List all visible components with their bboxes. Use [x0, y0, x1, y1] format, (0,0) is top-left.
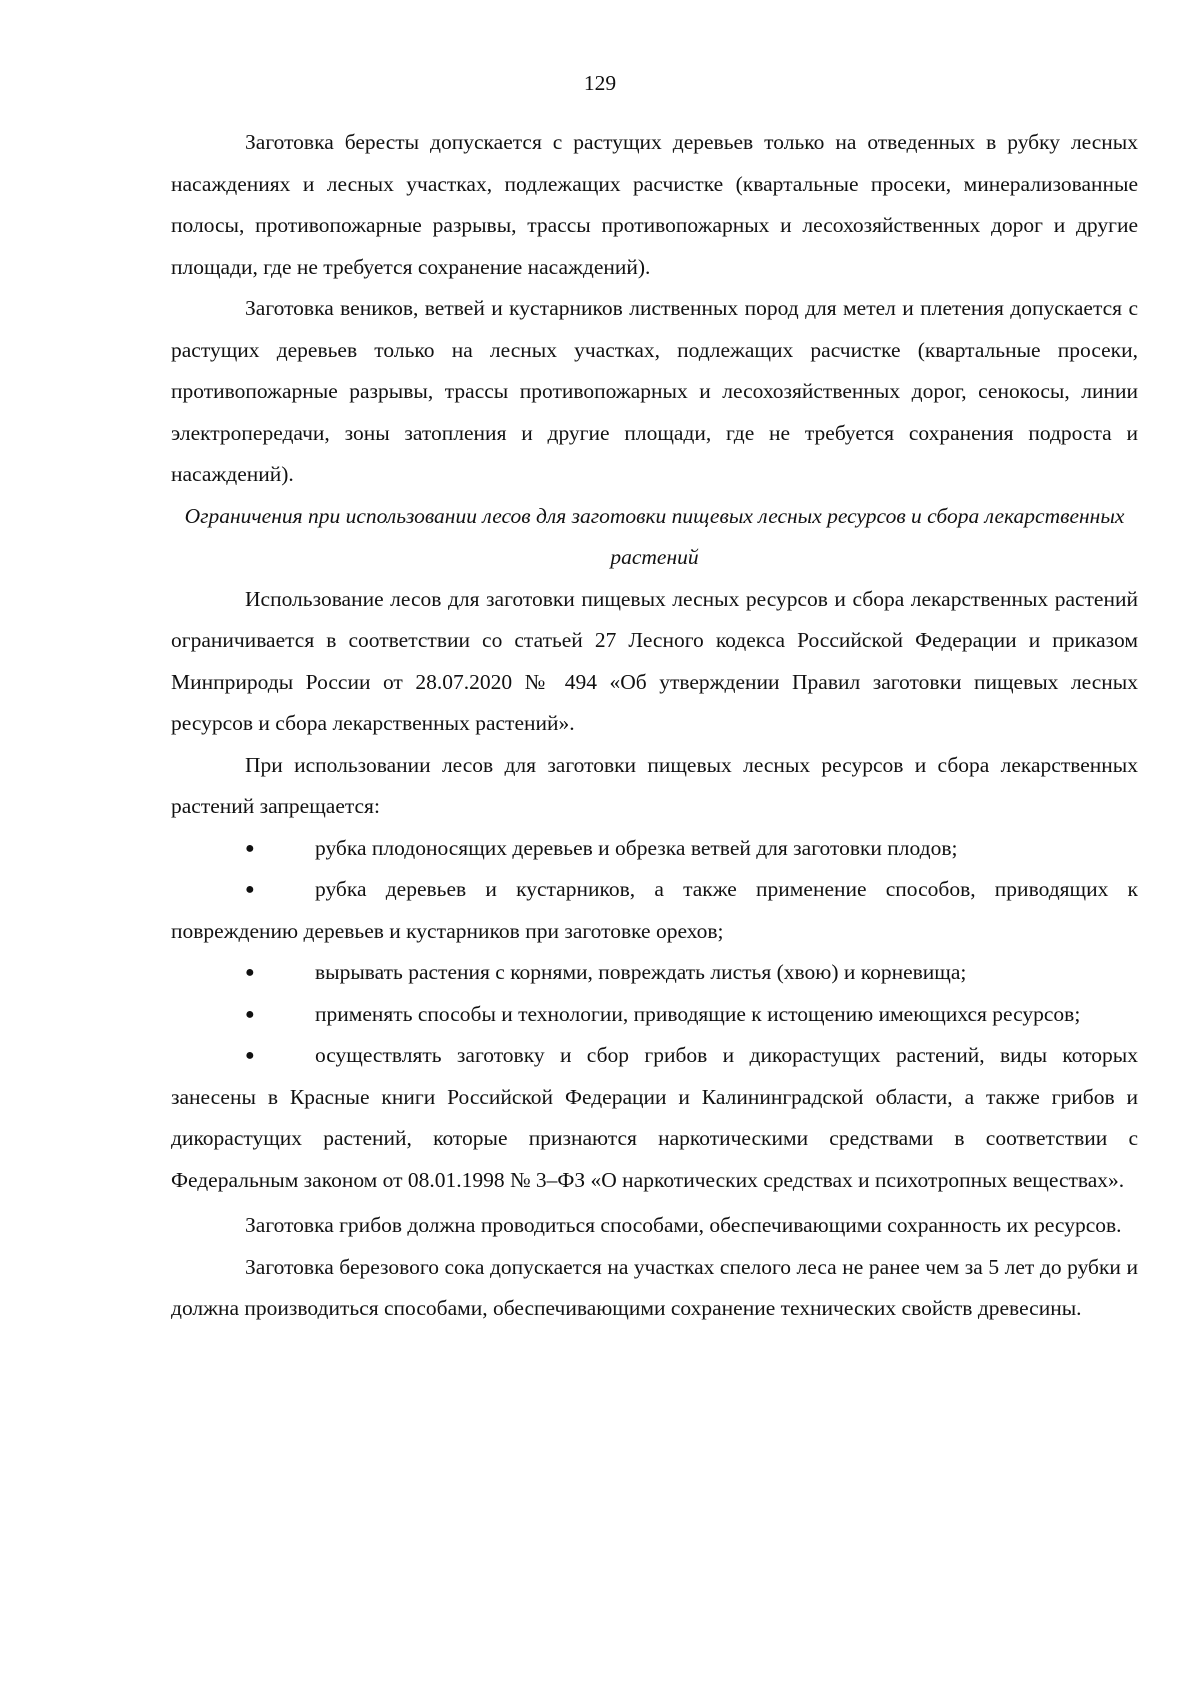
section-heading: Ограничения при использовании лесов для заготовки пищевых лесных ресурсов и сбора лекарственных растений [184, 503, 1125, 569]
list-item-text: применять способы и технологии, приводящие к истощению имеющихся ресурсов; [315, 1001, 1081, 1026]
list-item-text: осуществлять заготовку и сбор грибов и дикорастущих растений, виды которых занесены в Красные книги Российской Федерации и Калининградской области, а также грибов и дикорастущих растений, которые признаются наркотическими средствами в соответствии с Федеральным законом от 08.01.1998 № 3–ФЗ «О наркотических средствах и психотропных веществах». [171, 1043, 1138, 1192]
bullet-icon: ● [245, 964, 255, 981]
page-body [171, 122, 1138, 1330]
paragraph-mushrooms: Заготовка грибов должна проводиться способами, обеспечивающими сохранность их ресурсов. [245, 1213, 1122, 1237]
list-item [171, 994, 1138, 1036]
list-item [171, 952, 1138, 994]
paragraph-birch-bark: Заготовка бересты допускается с растущих деревьев только на отведенных в рубку лесных насаждениях и лесных участках, подлежащих расчистке (квартальные просеки, минерализованные полосы, противопожарные разрывы, трассы противопожарных и лесохозяйственных дорог и другие площади, где не требуется сохранение насаждений). [171, 130, 1138, 279]
paragraph-prohibited-intro: При использовании лесов для заготовки пищевых лесных ресурсов и сбора лекарственных растений запрещается: [171, 752, 1138, 818]
list-item-text: вырывать растения с корнями, повреждать листья (хвою) и корневища; [315, 960, 967, 984]
paragraph-brooms: Заготовка веников, ветвей и кустарников лиственных пород для метел и плетения допускается с растущих деревьев только на лесных участках, подлежащих расчистке (квартальные просеки, противопожарные разрывы, трассы противопожарных и лесохозяйственных дорог, сенокосы, линии электропередачи, зоны затопления и другие площади, где не требуется сохранения подроста и насаждений). [171, 296, 1138, 486]
list-item-text: рубка плодоносящих деревьев и обрезка ветвей для заготовки плодов; [315, 835, 958, 860]
list-item-text: рубка деревьев и кустарников, а также применение способов, приводящих к повреждению деревьев и кустарников при заготовке орехов; [171, 877, 1138, 943]
bullet-icon: ● [245, 1047, 255, 1064]
page-number: 129 [583, 71, 617, 95]
list-item [171, 828, 1138, 870]
list-item [171, 869, 1138, 952]
bullet-icon: ● [245, 1005, 255, 1023]
paragraph-birch-sap: Заготовка березового сока допускается на участках спелого леса не ранее чем за 5 лет до рубки и должна производиться способами, обеспечивающими сохранение технических свойств древесины. [171, 1254, 1138, 1320]
paragraph-forest-use-limits: Использование лесов для заготовки пищевых лесных ресурсов и сбора лекарственных растений ограничивается в соответствии со статьей 27 Лесного кодекса Российской Федерации и приказом Минприроды России от 28.07.2020 № 494 «Об утверждении Правил заготовки пищевых лесных ресурсов и сбора лекарственных растений». [171, 586, 1138, 735]
bullet-icon: ● [245, 881, 255, 898]
list-item [171, 1035, 1138, 1201]
bullet-icon: ● [245, 839, 255, 857]
